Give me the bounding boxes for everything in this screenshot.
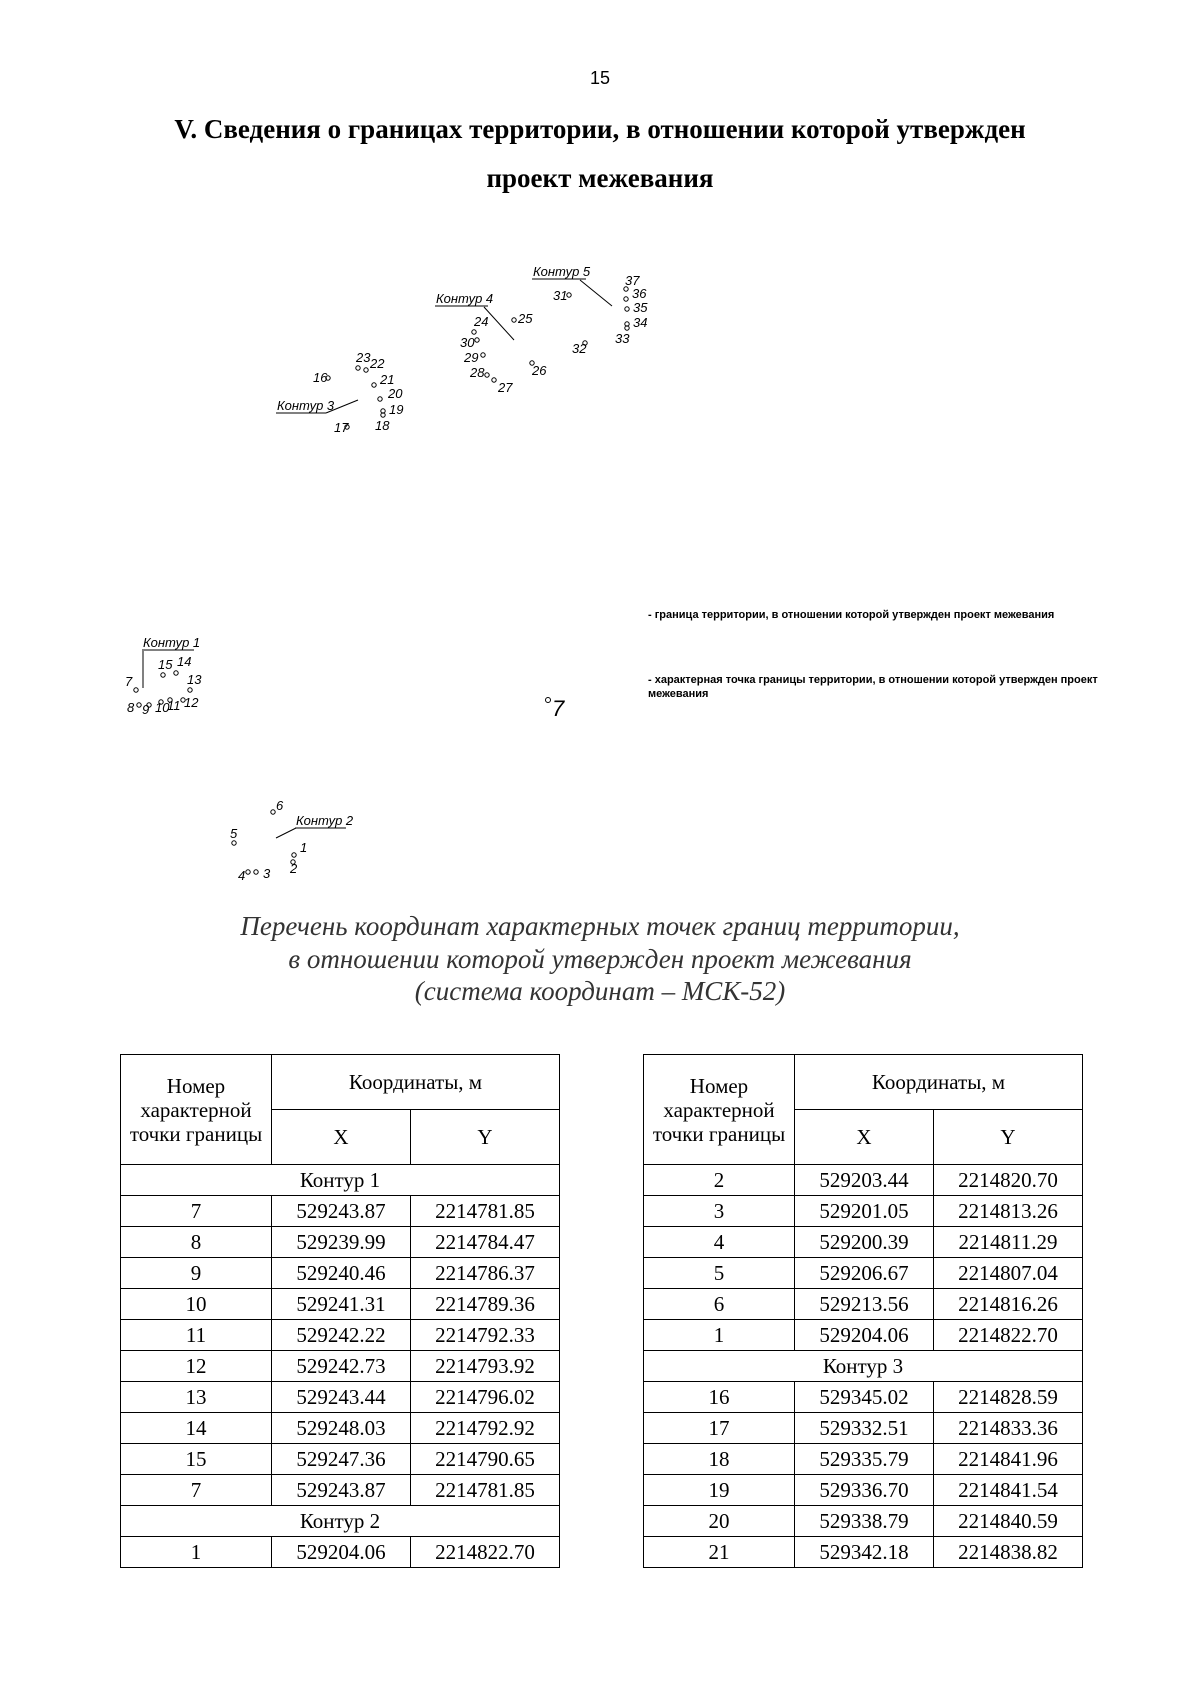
table-row: 5 529206.67 2214807.04 [644,1258,1083,1289]
table-row: 20 529338.79 2214840.59 [644,1506,1083,1537]
table-row: 3 529201.05 2214813.26 [644,1196,1083,1227]
contour-2-leader [276,828,296,838]
svg-text:12: 12 [184,695,199,710]
svg-text:15: 15 [158,657,173,672]
svg-text:3: 3 [263,866,271,881]
svg-text:18: 18 [375,418,390,433]
table-row: 18 529335.79 2214841.96 [644,1444,1083,1475]
contour-1-points [125,654,202,717]
detached-point-7-label: 7 [552,696,565,721]
svg-text:35: 35 [633,300,648,315]
svg-text:30: 30 [460,335,475,350]
contour-3-title: Контур 3 [644,1351,1083,1382]
contour-2-points [230,798,307,883]
table-row: 14 529248.03 2214792.92 [121,1413,560,1444]
svg-text:13: 13 [187,672,202,687]
svg-text:25: 25 [518,311,533,326]
contour-3-label: Контур 3 [277,398,335,413]
table-row: 13 529243.44 2214796.02 [121,1382,560,1413]
table-row: 11 529242.22 2214792.33 [121,1320,560,1351]
legend-point: - характерная точка границы территории, в отношении которой утвержден проект межевания [648,674,1098,700]
svg-text:22: 22 [370,356,385,371]
table-row: 17 529332.51 2214833.36 [644,1413,1083,1444]
table-row: 7 529243.87 2214781.85 [121,1196,560,1227]
contour-4-leader [484,307,514,340]
svg-text:34: 34 [633,315,648,330]
svg-text:11: 11 [167,698,181,713]
contour-5-leader [580,280,612,306]
contour-4-label: Контур 4 [436,291,494,306]
svg-text:6: 6 [276,798,284,813]
caption-line-3: (система координат – МСК-52) [414,976,786,1006]
svg-text:10: 10 [155,700,170,715]
header-x: X [795,1110,934,1165]
section-title-line-2: проект межевания [486,163,714,193]
table-row: 7 529243.87 2214781.85 [121,1475,560,1506]
table-row: 19 529336.70 2214841.54 [644,1475,1083,1506]
header-y: Y [411,1110,560,1165]
svg-text:2: 2 [290,861,298,876]
contour-1-label: Контур 1 [143,635,201,650]
coordinates-table-left [120,1054,560,1568]
section-title-line-1: V. Сведения о границах территории, в отношении которой утвержден [174,114,1026,144]
svg-text:29: 29 [464,350,479,365]
table-row: 1 529204.06 2214822.70 [121,1537,560,1568]
table-row: 10 529241.31 2214789.36 [121,1289,560,1320]
legend-boundary: - граница территории, в отношении которой утвержден проект межевания [648,609,1055,621]
contour-5-points [553,273,648,356]
coordinates-table-right [643,1054,1083,1568]
table-row: 12 529242.73 2214793.92 [121,1351,560,1382]
table-row: 6 529213.56 2214816.26 [644,1289,1083,1320]
header-coordinates: Координаты, м [795,1055,1083,1110]
header-x: X [272,1110,411,1165]
table-row: 16 529345.02 2214828.59 [644,1382,1083,1413]
table-row: 15 529247.36 2214790.65 [121,1444,560,1475]
svg-text:27: 27 [498,380,513,395]
svg-text:33: 33 [615,331,630,346]
svg-text:28: 28 [470,365,485,380]
svg-text:4: 4 [238,868,246,883]
contour-2-title: Контур 2 [121,1506,560,1537]
svg-text:26: 26 [532,363,547,378]
caption-line-1: Перечень координат характерных точек границ территории, [240,911,960,941]
svg-text:21: 21 [380,372,395,387]
svg-text:24: 24 [474,314,489,329]
svg-text:23: 23 [356,350,371,365]
detached-point-7-marker [546,698,551,703]
svg-text:14: 14 [177,654,192,669]
svg-text:36: 36 [632,286,647,301]
table-row: 8 529239.99 2214784.47 [121,1227,560,1258]
caption-line-2: в отношении которой утвержден проект межевания [288,944,912,974]
contour-3-points [313,350,403,435]
table-row: 2 529203.44 2214820.70 [644,1165,1083,1196]
svg-text:31: 31 [553,288,568,303]
svg-text:9: 9 [142,702,150,717]
contour-5-label: Контур 5 [533,264,591,279]
header-point-number: Номер характерной точки границы [644,1055,795,1165]
header-coordinates: Координаты, м [272,1055,560,1110]
table-row: 4 529200.39 2214811.29 [644,1227,1083,1258]
svg-text:1: 1 [300,840,308,855]
svg-text:17: 17 [334,420,349,435]
svg-text:5: 5 [230,826,238,841]
svg-text:8: 8 [127,700,135,715]
svg-text:20: 20 [388,386,403,401]
svg-text:19: 19 [389,402,404,417]
table-row: 1 529204.06 2214822.70 [644,1320,1083,1351]
table-row: 9 529240.46 2214786.37 [121,1258,560,1289]
header-point-number: Номер характерной точки границы [121,1055,272,1165]
contour-1-title: Контур 1 [121,1165,560,1196]
svg-text:37: 37 [625,273,640,288]
svg-text:32: 32 [572,341,587,356]
svg-text:7: 7 [125,674,133,689]
page-number: 15 [589,68,611,88]
svg-text:16: 16 [313,370,328,385]
table-row: 21 529342.18 2214838.82 [644,1537,1083,1568]
contour-4-points [460,311,547,395]
header-y: Y [934,1110,1083,1165]
contour-2-label: Контур 2 [296,813,354,828]
